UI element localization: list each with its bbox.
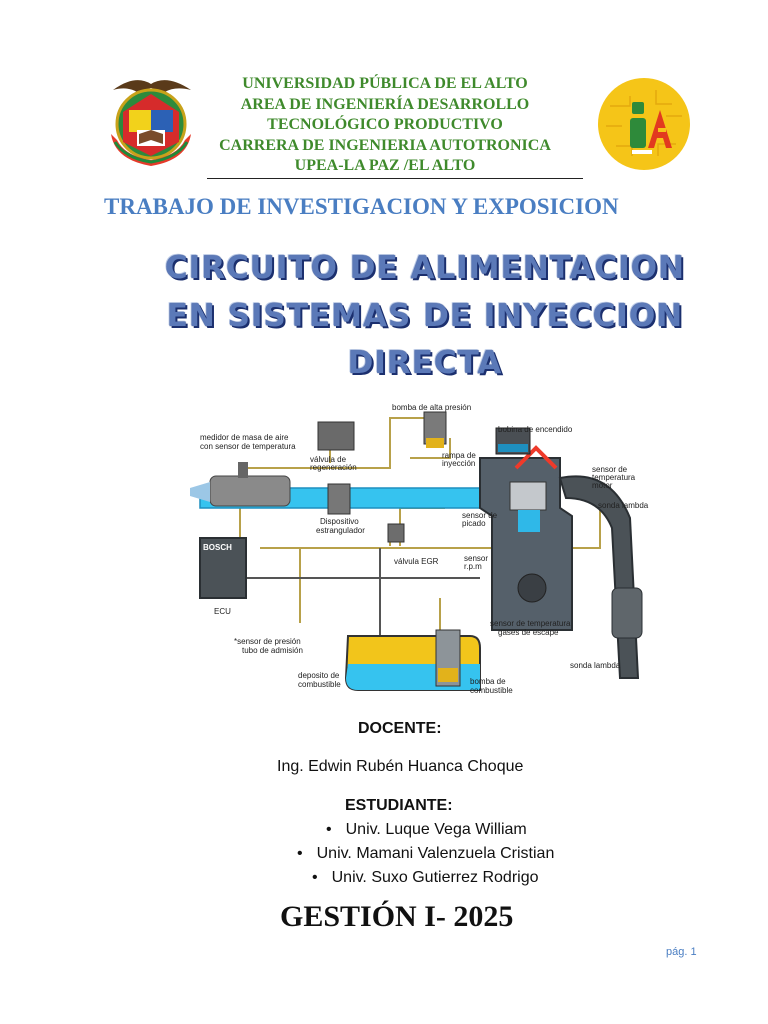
career-emblem-logo [596,76,692,172]
label-regen-valve-2: regeneración [310,463,357,472]
label-fuel-tank-1: deposito de [298,671,340,680]
title-line-2: EN SISTEMAS DE INYECCION [166,298,684,334]
header-career: CARRERA DE INGENIERIA AUTOTRONICA [219,136,551,154]
student-item: • Univ. Suxo Gutierrez Rodrigo [312,869,539,887]
label-rpm-2: r.p.m [464,562,482,571]
docente-label: DOCENTE: [358,720,442,737]
label-rpm-1: sensor [464,554,489,563]
header-university: UNIVERSIDAD PÚBLICA DE EL ALTO [242,75,528,92]
label-high-pressure-pump: bomba de alta presión [392,403,472,412]
title-line-1: CIRCUITO DE ALIMENTACION [164,250,686,286]
label-ecu: ECU [214,607,231,616]
label-knock-1: sensor de [462,511,498,520]
docente-name: Ing. Edwin Rubén Huanca Choque [277,758,524,775]
student-item: • Univ. Mamani Valenzuela Cristian [297,845,554,863]
student-item: • Univ. Luque Vega William [326,821,527,839]
label-bosch: BOSCH [203,543,232,552]
label-motor-temp-3: motor [592,481,613,490]
label-fuel-pump-2: combustible [470,686,513,695]
header-area-cont: TECNOLÓGICO PRODUCTIVO [267,116,503,133]
label-exhaust-temp-2: gases de escape [498,628,559,637]
label-throttle-1: Dispositivo [320,517,359,526]
label-injection-rail-1: rampa de [442,451,476,460]
title-line-3: DIRECTA [347,345,503,381]
label-injection-rail-2: inyección [442,459,476,468]
label-knock-2: picado [462,519,486,528]
label-fuel-pump-1: bomba de [470,677,506,686]
label-intake-pressure-2: tubo de admisión [242,646,303,655]
label-mass-air-meter-1: medidor de masa de aire [200,433,289,442]
label-fuel-tank-2: combustible [298,680,341,689]
label-lambda-bottom: sonda lambda [570,661,621,670]
label-mass-air-meter-2: con sensor de temperatura [200,442,296,451]
students-label: ESTUDIANTE: [345,797,453,814]
label-throttle-2: estrangulador [316,526,365,535]
label-motor-temp-2: temperatura [592,473,636,482]
page-number: pág. 1 [666,946,697,958]
label-lambda-top: sonda lambda [598,501,649,510]
label-intake-pressure-1: *sensor de presión [234,637,301,646]
label-egr-valve: válvula EGR [394,557,439,566]
label-regen-valve-1: válvula de [310,455,347,464]
header-divider [207,178,583,179]
gestion-title: GESTIÓN I- 2025 [280,900,514,933]
injection-system-diagram [180,398,660,700]
label-exhaust-temp-1: sensor de temperatura [490,619,571,628]
university-crest-logo [105,72,197,172]
label-motor-temp-1: sensor de [592,465,628,474]
label-ignition-coil: bobina de encendido [498,425,573,434]
work-type-subtitle: TRABAJO DE INVESTIGACION Y EXPOSICION [104,194,619,219]
header-area: AREA DE INGENIERÍA DESARROLLO [240,95,530,113]
header-location: UPEA-LA PAZ /EL ALTO [294,157,476,174]
